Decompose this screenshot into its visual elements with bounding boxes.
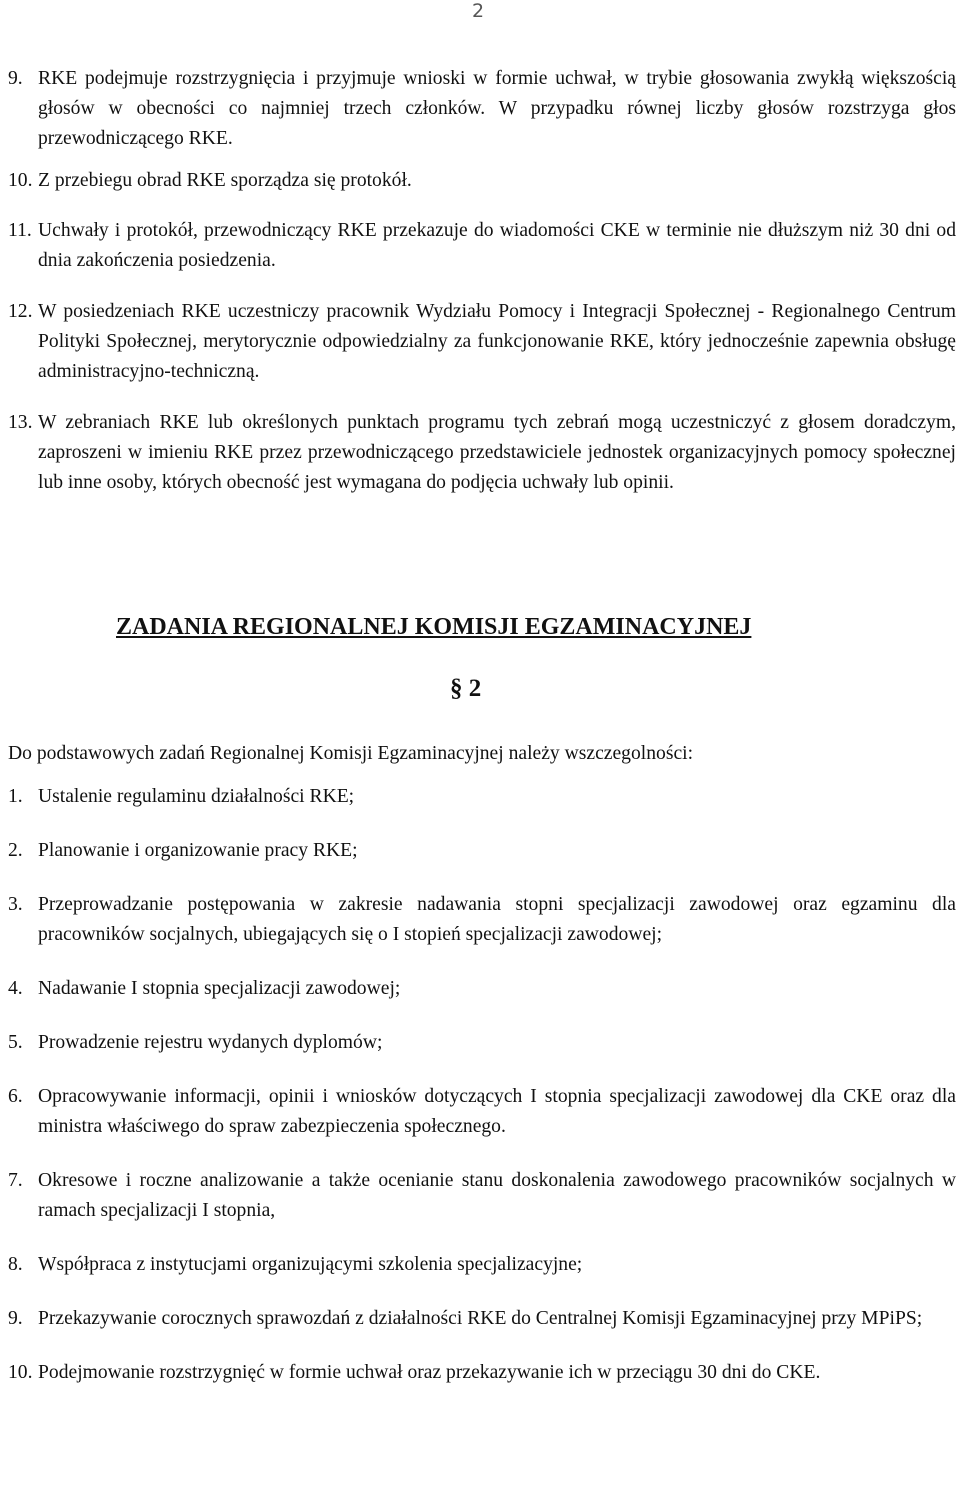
item-number: 5. [8,1032,23,1053]
item-text: Ustalenie regulaminu działalności RKE; [38,786,355,807]
document-body [8,64,956,1383]
section-heading: ZADANIA REGIONALNEJ KOMISJI EGZAMINACYJNEJ [116,614,752,640]
item-text: Opracowywanie informacji, opinii i wniosków dotyczących I stopnia specjalizacji zawodowej dla CKE oraz dla ministra właściwego do spraw zabezpieczenia społecznego. [38,1086,956,1137]
list-item [8,836,956,866]
item-text: Z przebiegu obrad RKE sporządza się protokół. [38,170,412,191]
item-text: W zebraniach RKE lub określonych punktach programu tych zebrań mogą uczestniczyć z głosem doradczym, zaproszeni w imieniu RKE przez przewodniczącego przedstawiciele jednostek organizacyjnych pomocy społecznej lub inne osoby, których obecność jest wymagana do podjęcia uchwały lub opinii. [38,412,956,493]
page-number: 2 [472,0,485,22]
list-item [8,166,956,196]
tasks-list [8,782,956,1388]
item-number: 7. [8,1170,23,1191]
list-item [8,216,956,276]
item-number: 9. [8,1308,23,1329]
item-text: RKE podejmuje rozstrzygnięcia i przyjmuje wnioski w formie uchwał, w trybie głosowania zwykłą większością głosów w obecności co najmniej trzech członków. W przypadku równej liczby głosów rozstrzyga głos przewodniczącego RKE. [38,68,956,149]
item-number: 13. [8,412,33,433]
list-item [8,1358,956,1388]
item-text: Przekazywanie corocznych sprawozdań z działalności RKE do Centralnej Komisji Egzaminacyjnej przy MPiPS; [38,1308,923,1329]
item-number: 1. [8,786,23,807]
list-item [8,408,956,498]
section-sign: § 2 [450,675,482,702]
list-item [8,974,956,1004]
list-item [8,297,956,387]
item-number: 11. [8,220,32,241]
item-number: 9. [8,68,23,89]
list-item [8,1250,956,1280]
list-item [8,890,956,950]
list-item [8,64,956,154]
list-item [8,1028,956,1058]
item-number: 10. [8,1362,33,1383]
item-text: W posiedzeniach RKE uczestniczy pracownik Wydziału Pomocy i Integracji Społecznej - Regionalnego Centrum Polityki Społecznej, merytorycznie odpowiedzialny za funkcjonowanie RKE, który jednocześnie zapewnia obsługę administracyjno-techniczną. [38,301,956,382]
item-number: 3. [8,894,23,915]
list-item [8,1082,956,1142]
item-number: 2. [8,840,23,861]
item-text: Okresowe i roczne analizowanie a także ocenianie stanu doskonalenia zawodowego pracowników socjalnych w ramach specjalizacji I stopnia, [38,1170,956,1221]
item-text: Współpraca z instytucjami organizującymi szkolenia specjalizacyjne; [38,1254,583,1275]
item-number: 8. [8,1254,23,1275]
list-item [8,1166,956,1226]
item-text: Planowanie i organizowanie pracy RKE; [38,840,358,861]
item-text: Podejmowanie rozstrzygnięć w formie uchwał oraz przekazywanie ich w przeciągu 30 dni do CKE. [38,1362,821,1383]
list-item [8,782,956,812]
item-number: 4. [8,978,23,999]
section-intro: Do podstawowych zadań Regionalnej Komisji Egzaminacyjnej należy wszczegolności: [8,743,694,764]
item-number: 6. [8,1086,23,1107]
item-text: Uchwały i protokół, przewodniczący RKE przekazuje do wiadomości CKE w terminie nie dłuższym niż 30 dni od dnia zakończenia posiedzenia. [38,220,956,271]
item-number: 12. [8,301,33,322]
item-text: Przeprowadzanie postępowania w zakresie nadawania stopni specjalizacji zawodowej oraz egzaminu dla pracowników socjalnych, ubiegających się o I stopień specjalizacji zawodowej; [38,894,956,945]
item-number: 10. [8,170,33,191]
item-text: Nadawanie I stopnia specjalizacji zawodowej; [38,978,401,999]
list-item [8,1304,956,1334]
item-text: Prowadzenie rejestru wydanych dyplomów; [38,1032,383,1053]
